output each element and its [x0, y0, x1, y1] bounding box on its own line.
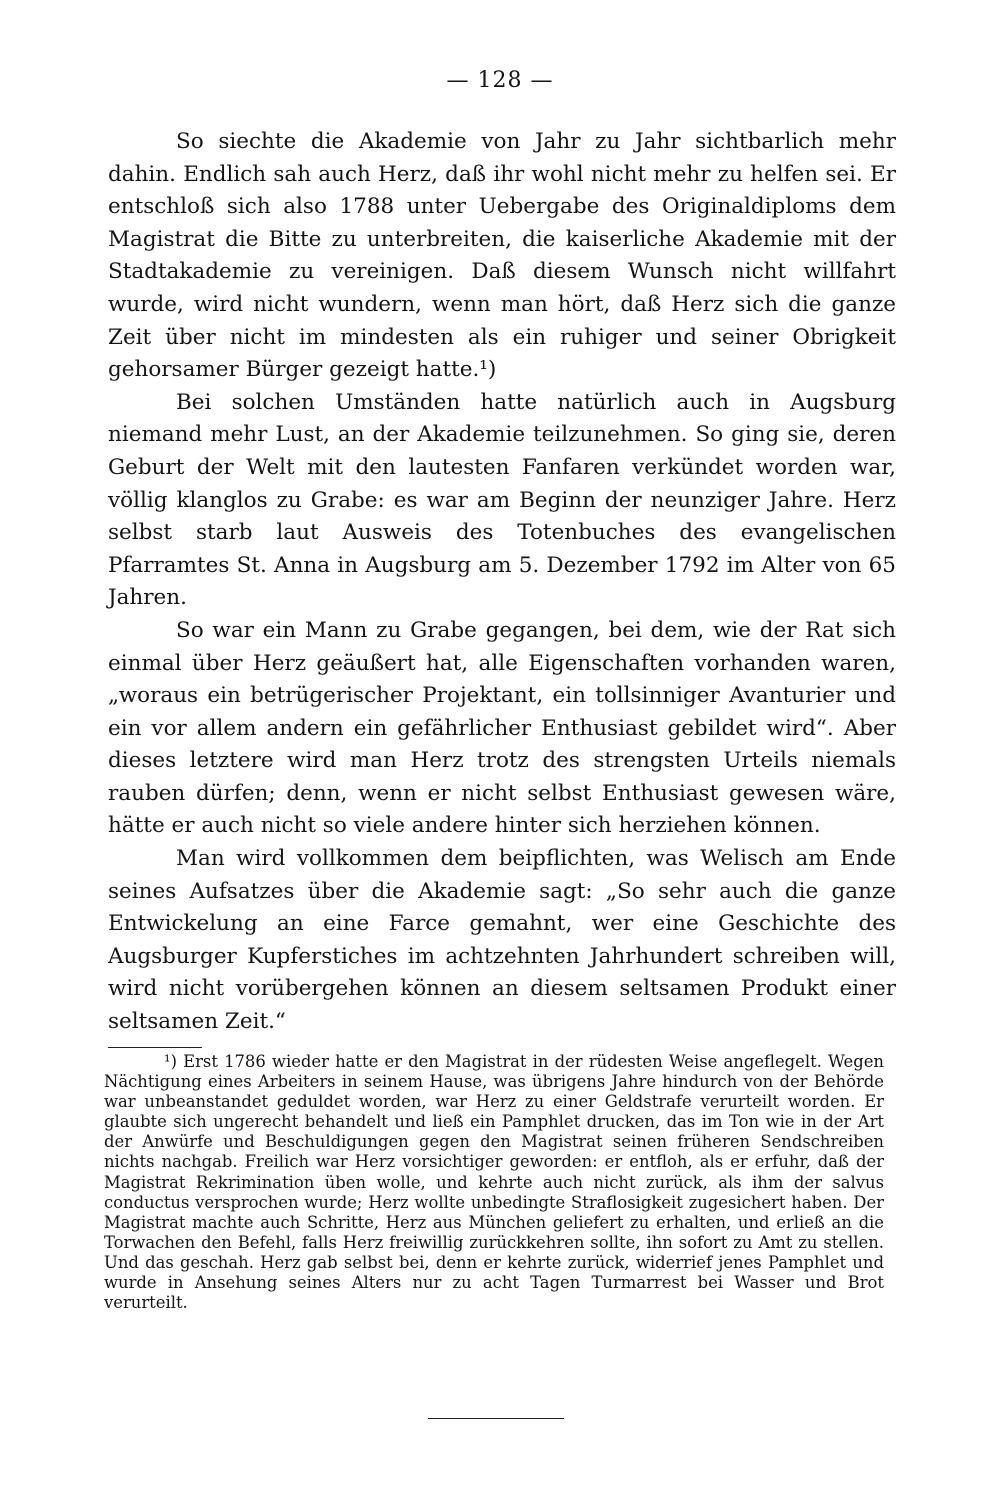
paragraph-3: So war ein Mann zu Grabe gegangen, bei dem, wie der Rat sich einmal über Herz geäußert hat, alle Eigenschaften vorhanden waren, „woraus ein betrügerischer Projektant, ein tollsinniger Avanturier und ein vor allem andern ein gefährlicher Enthusiast gebildet wird“. Aber dieses letztere wird man Herz trotz des strengsten Urteils niemals rauben dürfen; denn, wenn er nicht selbst Enthusiast gewesen wäre, hätte er auch nicht so viele andere hinter sich herziehen können. — [108, 617, 896, 839]
main-text — [108, 126, 896, 1039]
footnote-divider — [108, 1047, 202, 1048]
paragraph-4: Man wird vollkommen dem beipflichten, was Welisch am Ende seines Aufsatzes über die Akademie sagt: „So sehr auch die ganze Entwickelung an eine Farce gemahnt, wer eine Geschichte des Augsburger Kupferstiches im achtzehnten Jahrhundert schreiben will, wird nicht vorübergehen können an diesem seltsamen Produkt einer seltsamen Zeit.“ — [108, 846, 896, 1035]
page-end-rule — [428, 1418, 564, 1419]
page-number: — 128 — — [446, 68, 554, 93]
footnote: ¹) Erst 1786 wieder hatte er den Magistrat in der rüdesten Weise angeflegelt. Wegen Nächtigung eines Arbeiters in seinem Hause, was übrigens Jahre hindurch von der Behörde war unbeanstandet geduldet worden, war Herz zu einer Geldstrafe verurteilt worden. Er glaubte sich ungerecht behandelt und ließ ein Pamphlet drucken, das im Ton wie in der Art der Anwürfe und Beschuldigungen gegen den Magistrat seinen früheren Sendschreiben nichts nachgab. Freilich war Herz vorsichtiger geworden: er entfloh, als er erfuhr, daß der Magistrat Rekrimination üben wolle, und kehrte auch nicht zurück, als ihm der salvus conductus versprochen wurde; Herz wollte unbedingte Straflosigkeit zugesichert haben. Der Magistrat machte auch Schritte, Herz aus München geliefert zu erhalten, und erließ an die Torwachen den Befehl, falls Herz freiwillig zurückkehren sollte, ihn sofort zu Amt zu stellen. Und das geschah. Herz gab selbst bei, denn er kehrte zurück, widerrief jenes Pamphlet und wurde in Ansehung seines Alters nur zu acht Tagen Turmarrest bei Wasser und Brot verurteilt. — [104, 1052, 884, 1313]
paragraph-1: So siechte die Akademie von Jahr zu Jahr sichtbarlich mehr dahin. Endlich sah auch Herz, daß ihr wohl nicht mehr zu helfen sei. Er entschloß sich also 1788 unter Uebergabe des Originaldiploms dem Magistrat die Bitte zu unterbreiten, die kaiserliche Akademie mit der Stadtakademie zu vereinigen. Daß diesem Wunsch nicht willfahrt wurde, wird nicht wundern, wenn man hört, daß Herz sich die ganze Zeit über nicht im mindesten als ein ruhiger und seiner Obrigkeit gehorsamer Bürger gezeigt hatte.¹) — [108, 129, 896, 383]
paragraph-2: Bei solchen Umständen hatte natürlich auch in Augsburg niemand mehr Lust, an der Akademie teilzunehmen. So ging sie, deren Geburt der Welt mit den lautesten Fanfaren verkündet worden war, völlig klanglos zu Grabe: es war am Beginn der neunziger Jahre. Herz selbst starb laut Ausweis des Totenbuches des evangelischen Pfarramtes St. Anna in Augsburg am 5. Dezember 1792 im Alter von 65 Jahren. — [108, 389, 896, 611]
